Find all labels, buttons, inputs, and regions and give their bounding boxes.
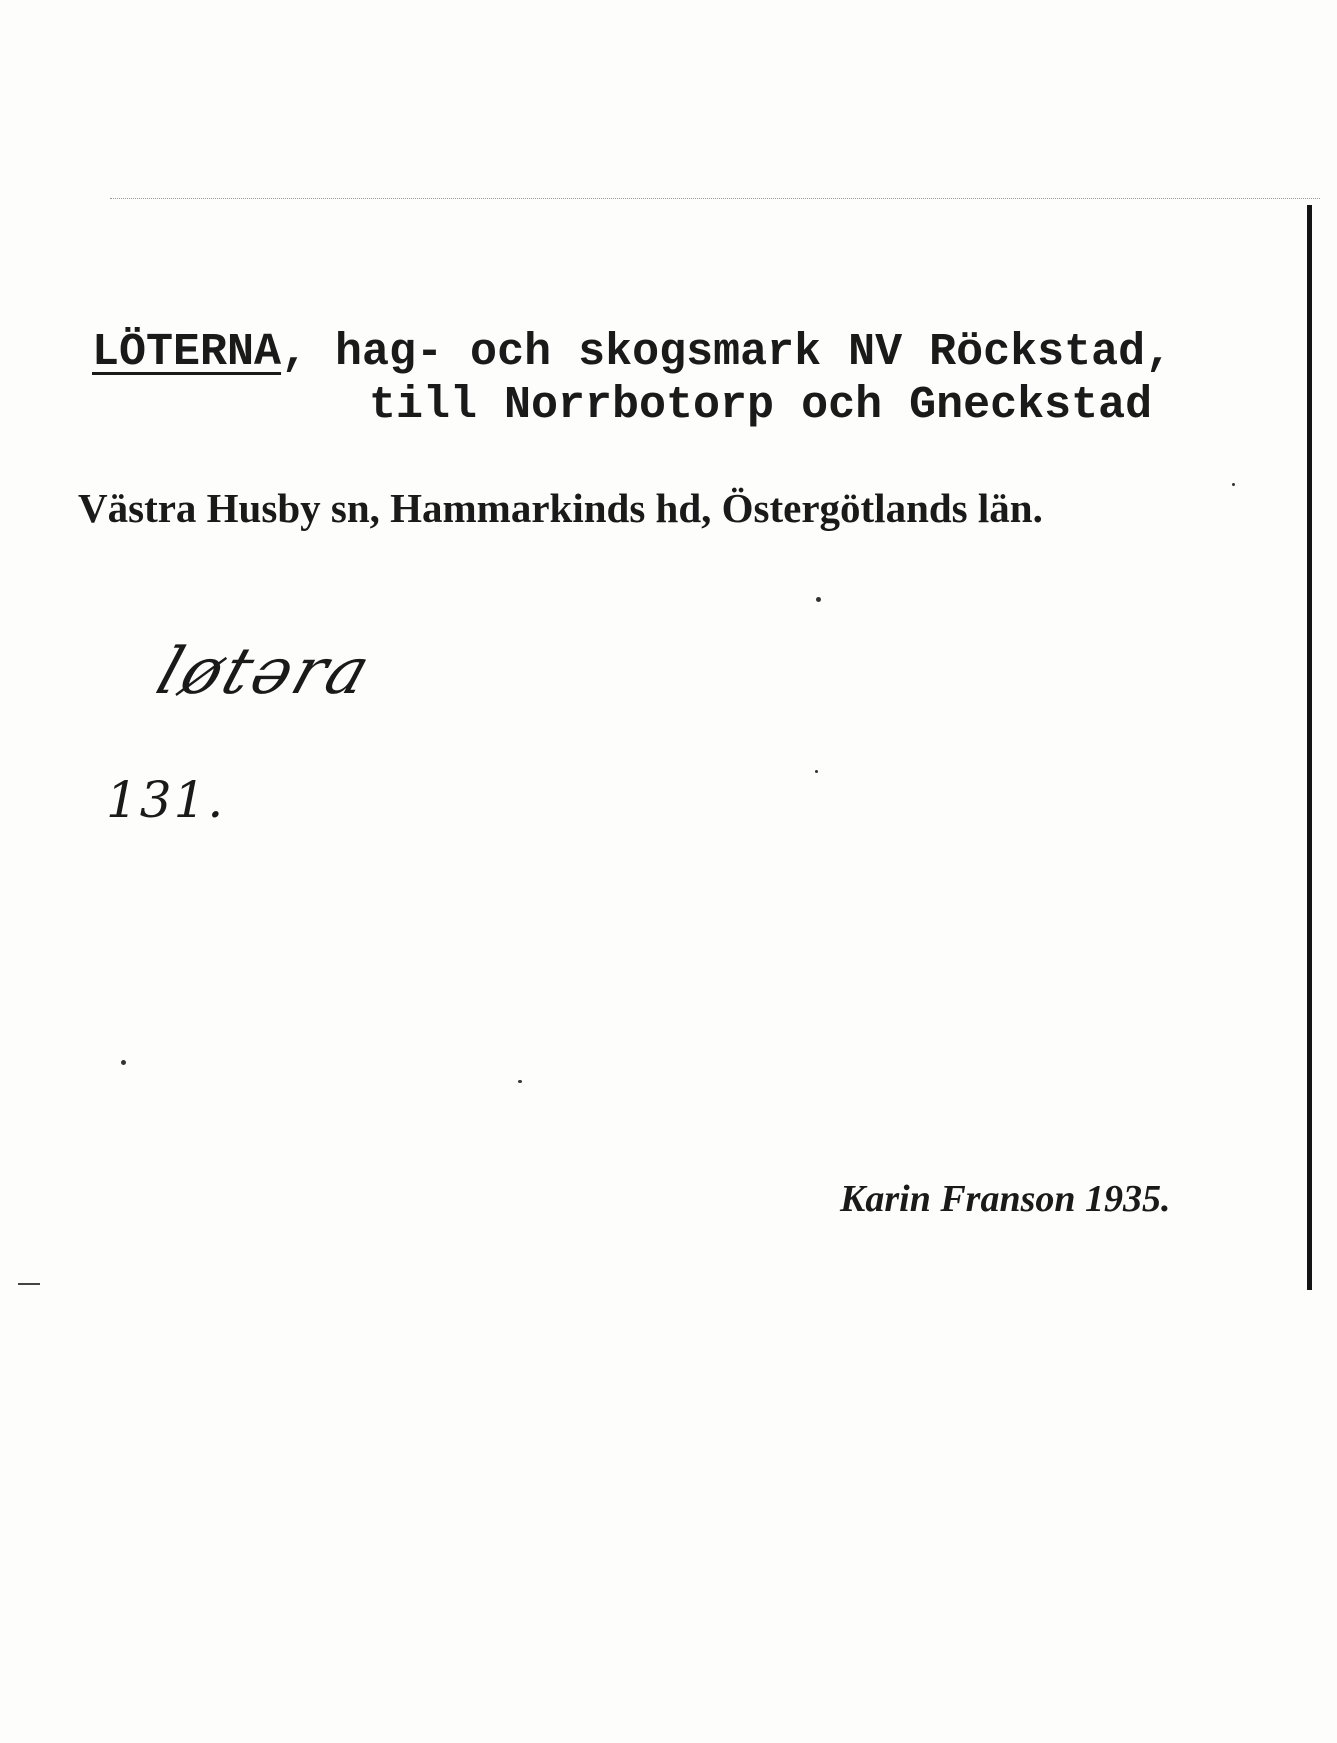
headword: LÖTERNA (92, 327, 282, 378)
card-edge-mark (18, 1283, 40, 1285)
signature: Karin Franson 1935. (840, 1178, 1171, 1220)
description-line-1: , hag- och skogsmark NV Röckstad, (281, 327, 1173, 378)
speck (121, 1060, 126, 1065)
speck (518, 1080, 522, 1083)
card-number-handwritten: 131. (106, 771, 226, 829)
entry-line-1 (92, 327, 1173, 378)
pronunciation-handwritten: løtəra (147, 635, 382, 709)
speck (815, 770, 818, 773)
speck (1232, 483, 1235, 486)
card-right-edge (1307, 205, 1312, 1290)
card-top-edge (110, 198, 1320, 199)
speck (816, 597, 821, 602)
location-line: Västra Husby sn, Hammarkinds hd, Östergötlands län. (78, 485, 1043, 531)
description-line-2: till Norrbotorp och Gneckstad (369, 380, 1153, 431)
